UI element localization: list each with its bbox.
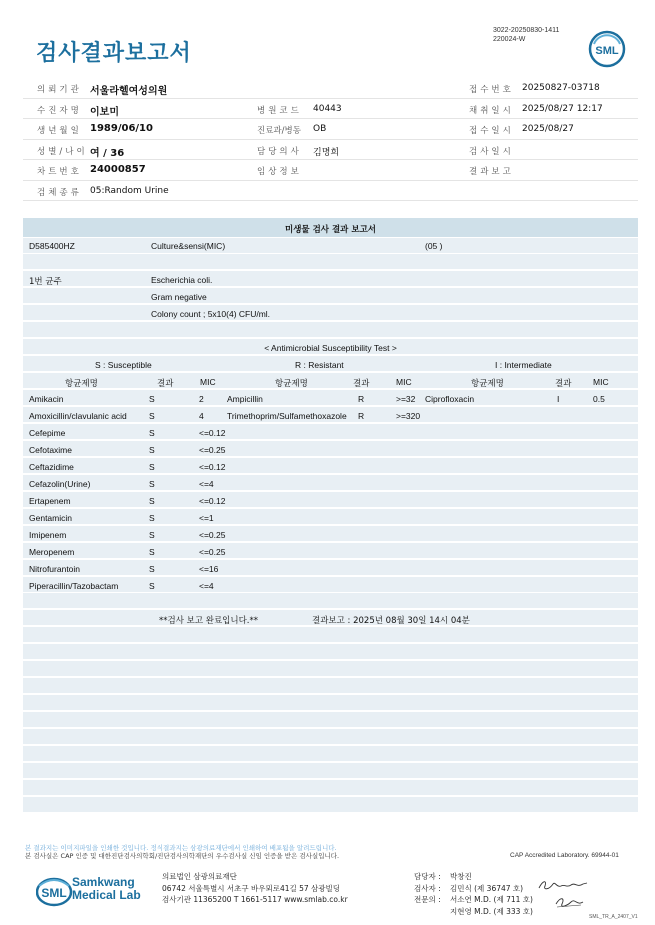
tester-name: 김민식 (제 36747 호): [450, 883, 524, 893]
band: [23, 271, 638, 286]
patient-label: 수진자명: [37, 105, 82, 116]
ast-mic: 2: [199, 394, 204, 404]
patient-value: 이보미: [90, 106, 119, 118]
band: [23, 373, 638, 388]
ast-mic: >=32: [396, 394, 416, 404]
sml-logo-mark: [588, 30, 626, 68]
ast-mic: <=0.25: [199, 547, 226, 557]
ast-drug-name: Amoxicillin/clavulanic acid: [29, 411, 127, 421]
band: [23, 593, 638, 608]
ast-result: S: [149, 462, 155, 472]
ast-result: I: [557, 394, 560, 404]
info-row-chart: [23, 160, 638, 181]
col-header-mic: MIC: [200, 377, 216, 387]
band: [23, 238, 638, 253]
result-report-label: 결과보고: [469, 167, 514, 177]
legend-resistant: R : Resistant: [295, 360, 344, 370]
report-title: 검사결과보고서: [36, 41, 192, 66]
report-completed-time: 결과보고 : 2025년 08월 30일 14시 04분: [312, 616, 470, 626]
clinical-label: 임상정보: [257, 167, 302, 177]
band: [23, 305, 638, 320]
collection-value: 2025/08/27 12:17: [522, 103, 603, 114]
legend-intermediate: I : Intermediate: [495, 360, 552, 370]
gram-stain: Gram negative: [151, 292, 207, 302]
ast-result: S: [149, 496, 155, 506]
band: [23, 644, 638, 659]
ast-title: < Antimicrobial Susceptibility Test >: [264, 343, 397, 353]
band: [23, 424, 638, 439]
ast-drug-name: Imipenem: [29, 530, 67, 540]
ast-drug-name: Nitrofurantoin: [29, 564, 81, 574]
col-header-drug: 항균제명: [275, 379, 308, 389]
ast-mic: <=4: [199, 581, 214, 591]
ast-drug-name: Ciprofloxacin: [425, 394, 475, 404]
ast-result: R: [358, 411, 365, 421]
chart-label: 차트번호: [37, 167, 82, 177]
ast-drug-name: Amikacin: [29, 394, 64, 404]
ast-drug-name: Ertapenem: [29, 496, 71, 506]
org-address: 06742 서울특별시 서초구 바우뫼로41길 57 삼광빌딩: [162, 883, 341, 893]
ast-result: S: [149, 513, 155, 523]
org-contact: 검사기관 11365200 T 1661-5117 www.smlab.co.kr: [162, 895, 348, 904]
signature-2: [553, 894, 585, 910]
sex-age-value: 여 / 36: [90, 147, 125, 159]
footer-notice-image: 본 결과지는 이미지파일을 인쇄한 것입니다. 정식결과지는 삼광의료재단에서 인쇄하여 배포됨을 알려드립니다.: [25, 844, 337, 852]
dob-label: 생년월일: [37, 126, 82, 136]
band: [23, 543, 638, 558]
org-name: 의료법인 삼광의료재단: [162, 872, 237, 881]
isolate-label: 1번 균주: [29, 277, 62, 287]
ast-result: S: [149, 564, 155, 574]
owner-label: 담당자 :: [414, 872, 441, 881]
doctor-label: 담당의사: [257, 146, 302, 157]
band: [23, 390, 638, 405]
hospital-code-value: 40443: [313, 103, 342, 114]
ast-result: R: [358, 394, 365, 404]
signature-1: [537, 878, 589, 892]
ast-mic: <=0.25: [199, 530, 226, 540]
test-code: D585400HZ: [29, 241, 75, 251]
band: [23, 322, 638, 337]
ast-drug-name: Cefepime: [29, 428, 66, 438]
organism-name: Escherichia coli.: [151, 275, 213, 285]
ast-result: S: [149, 445, 155, 455]
ast-result: S: [149, 394, 155, 404]
collection-label: 채취일시: [469, 105, 514, 116]
ast-mic: <=0.12: [199, 428, 226, 438]
document-code-1: 3022-20250830-1411: [493, 27, 560, 34]
ast-mic: <=4: [199, 479, 214, 489]
info-row-institution: [23, 78, 638, 99]
col-header-result: 결과: [157, 379, 174, 389]
signatories: [414, 871, 533, 917]
band: [23, 695, 638, 710]
legend-susceptible: S : Susceptible: [95, 360, 152, 370]
specimen-label: 검체종류: [37, 187, 82, 198]
band: [23, 712, 638, 727]
band: [23, 627, 638, 642]
colony-count: Colony count ; 5x10(4) CFU/ml.: [151, 309, 271, 319]
logo-line-1: Samkwang: [72, 875, 135, 889]
info-row-patient: [23, 99, 638, 120]
owner-name: 박창진: [450, 872, 472, 881]
ast-result: S: [149, 547, 155, 557]
dept-value: OB: [313, 124, 327, 134]
logo-line-2: Medical Lab: [72, 888, 141, 902]
section-title: 미생물 검사 결과 보고서: [285, 225, 376, 235]
col-header-result: 결과: [555, 379, 572, 389]
ast-mic: <=1: [199, 513, 214, 523]
document-codes: [493, 26, 559, 44]
band: [23, 780, 638, 795]
band: [23, 254, 638, 269]
ast-drug-name: Gentamicin: [29, 513, 72, 523]
band: [23, 746, 638, 761]
patient-info-table: [23, 78, 638, 201]
col-header-mic: MIC: [593, 377, 609, 387]
test-date-label: 검사일시: [469, 146, 514, 157]
ast-result: S: [149, 411, 155, 421]
ast-drug-name: Meropenem: [29, 547, 75, 557]
col-header-mic: MIC: [396, 377, 412, 387]
band: [23, 729, 638, 744]
sml-logo-text: SML: [595, 45, 619, 57]
ast-mic: 4: [199, 411, 204, 421]
test-name: Culture&sensi(MIC): [151, 241, 226, 251]
band: [23, 509, 638, 524]
receipt-date-value: 2025/08/27: [522, 124, 574, 134]
band: [23, 526, 638, 541]
band: [23, 288, 638, 303]
band: [23, 763, 638, 778]
ast-mic: <=0.25: [199, 445, 226, 455]
document-code-2: 220024-W: [493, 36, 526, 43]
microbiology-report: [23, 218, 638, 830]
specimen-value: 05:Random Urine: [90, 185, 169, 196]
info-row-dob: [23, 119, 638, 140]
ast-result: S: [149, 581, 155, 591]
ast-drug-name: Trimethoprim/Sulfamethoxazole: [227, 411, 347, 421]
ast-drug-name: Ceftazidime: [29, 462, 74, 472]
ast-result: S: [149, 479, 155, 489]
samkwang-logo-text: [72, 876, 141, 902]
col-header-drug: 항균제명: [65, 379, 98, 389]
band: [23, 797, 638, 812]
institution-value: 서울라헬여성의원: [90, 86, 168, 97]
band: [23, 560, 638, 575]
cap-accreditation: CAP Accredited Laboratory. 69944-01: [510, 852, 619, 859]
ast-mic: <=0.12: [199, 496, 226, 506]
report-complete-message: **검사 보고 완료입니다.**: [159, 616, 259, 626]
band: [23, 678, 638, 693]
ast-drug-name: Ampicillin: [227, 394, 263, 404]
test-suffix: (05 ): [425, 241, 443, 251]
dept-label: 진료과/병동: [257, 126, 301, 136]
band: [23, 441, 638, 456]
band: [23, 492, 638, 507]
dob-value: 1989/06/10: [90, 123, 153, 134]
ast-mic: 0.5: [593, 394, 605, 404]
receipt-no-value: 20250827-03718: [522, 83, 600, 93]
samkwang-logo-abbrev: SML: [41, 886, 67, 900]
specialist-1: 서소연 M.D. (제 711 호): [450, 895, 533, 904]
col-header-drug: 항균제명: [471, 379, 504, 389]
ast-mic: <=16: [199, 564, 219, 574]
receipt-date-label: 접수일시: [469, 126, 514, 136]
tester-label: 검사자 :: [414, 883, 441, 893]
ast-result: S: [149, 428, 155, 438]
ast-drug-name: Cefotaxime: [29, 445, 72, 455]
chart-value: 24000857: [90, 164, 146, 175]
col-header-result: 결과: [353, 379, 370, 389]
receipt-no-label: 접수번호: [469, 85, 514, 95]
ast-drug-name: Piperacillin/Tazobactam: [29, 581, 119, 591]
band: [23, 458, 638, 473]
doctor-value: 김명희: [313, 147, 340, 158]
specialist-label: 전문의 :: [414, 895, 441, 904]
info-row-specimen: [23, 181, 638, 202]
footer-notice-cap: 본 검사실은 CAP 인증 및 대한진단검사의학회/진단검사의학재단의 우수검사실 신임 인증을 받은 검사실입니다.: [25, 852, 340, 860]
ast-mic: >=320: [396, 411, 421, 421]
band: [23, 661, 638, 676]
sex-age-label: 성별/나이: [37, 146, 88, 157]
form-code: SML_TR_A_2407_V1: [589, 914, 638, 920]
info-row-sex-age: [23, 140, 638, 161]
ast-result: S: [149, 530, 155, 540]
institution-label: 의뢰기관: [37, 85, 82, 95]
ast-drug-name: Cefazolin(Urine): [29, 479, 91, 489]
ast-mic: <=0.12: [199, 462, 226, 472]
specialist-2: 지현영 M.D. (제 333 호): [450, 906, 533, 916]
hospital-code-label: 병원코드: [257, 105, 302, 116]
band: [23, 475, 638, 490]
organization-info: [162, 871, 348, 906]
footer-notice: [25, 844, 339, 860]
